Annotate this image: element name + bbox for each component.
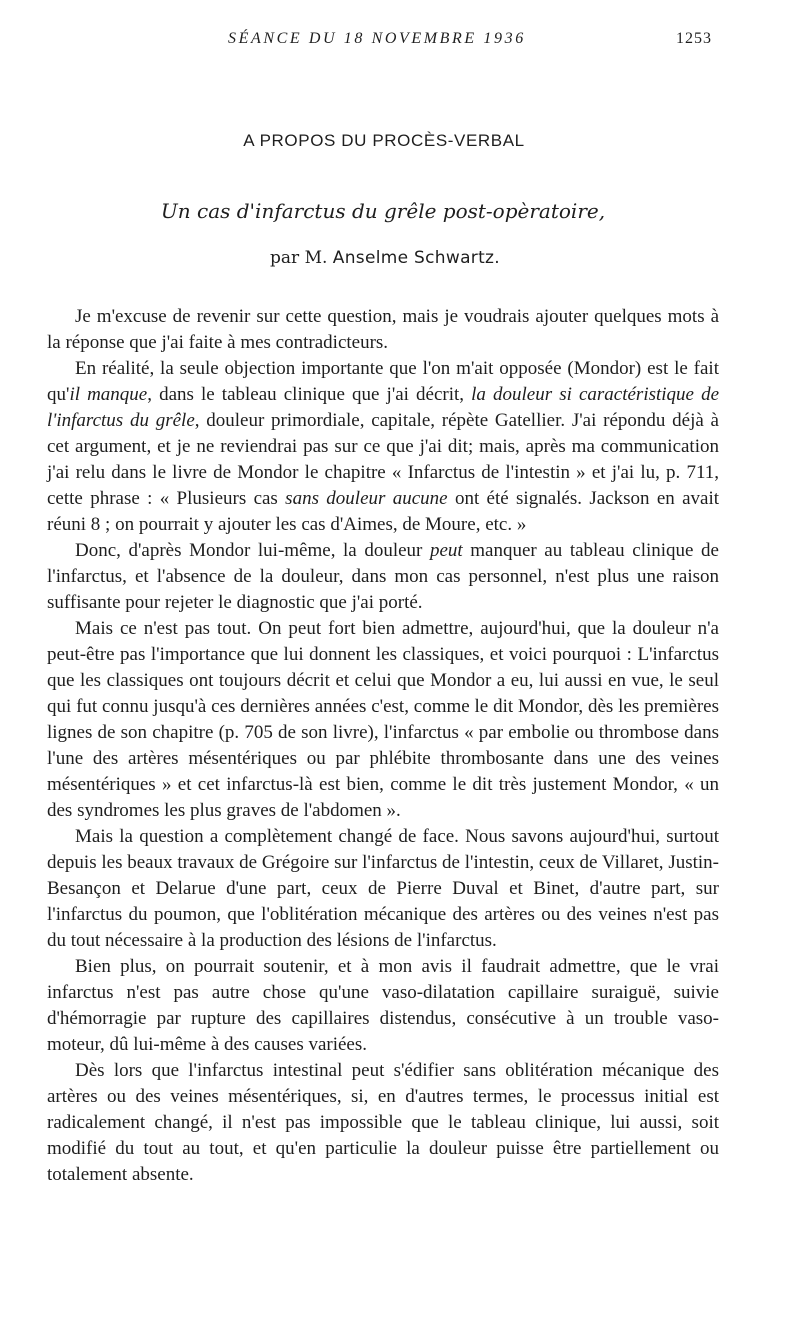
text-run: Mais ce n'est pas tout. On peut fort bien admettre, aujourd'hui, que la douleur n'a peut-être pas l'importance que lui donnent les classiques, et voici pourquoi : L'infarctus que les classiques ont toujours décrit et celui que Mondor a eu, lui aussi en vue, le seul qui fut connu jusqu'à ces dernières années c'est, comme le dit Mondor, dès les premières lignes de son chapitre (p. 705 de son livre), l'infarctus « par embolie ou thrombose dans l'une des artères mésentériques ou par phlébite thrombosante dans une des veines mésentériques » et cet infarctus-là est bien, comme le dit très justement Mondor, « un des syndromes les plus graves de l'abdomen ». xyxy=(47,618,719,821)
body-paragraph xyxy=(47,824,719,954)
text-run: En réalité, la seule objection importante que l'on m'ait opposée (Mondor) est le fait qu' xyxy=(47,358,719,405)
body-paragraph xyxy=(47,356,719,538)
text-run: manquer au tableau clinique de l'infarctus, et l'absence de la douleur, dans mon cas personnel, n'est plus une raison suffisante pour rejeter le diagnostic que j'ai porté. xyxy=(47,540,719,613)
running-title: SÉANCE DU 18 NOVEMBRE 1936 xyxy=(228,30,526,47)
running-head xyxy=(0,30,800,54)
body-paragraph xyxy=(47,1058,719,1188)
section-title: A PROPOS DU PROCÈS-VERBAL xyxy=(243,131,525,150)
italic-phrase: sans douleur aucune xyxy=(285,488,448,509)
text-run: Donc, d'après Mondor lui-même, la douleur xyxy=(75,540,430,561)
text-run: ont été signalés. Jackson en avait réuni 8 ; on pourrait y ajouter les cas d'Aimes, de Moure, etc. » xyxy=(47,488,720,535)
page-number: 1253 xyxy=(676,30,712,47)
italic-phrase: il manque xyxy=(69,384,148,405)
byline-prefix: par M. xyxy=(270,248,333,268)
text-run: Bien plus, on pourrait soutenir, et à mon avis il faudrait admettre, que le vrai infarctus n'est pas autre chose qu'une vaso-dilatation capillaire suraiguë, suivie d'hémorragie par rupture des capillaires distendus, consécutive à un trouble vaso-moteur, dû lui-même à des causes variées. xyxy=(47,956,719,1055)
article-title: Un cas d'infarctus du grêle post-opèratoire, xyxy=(160,199,606,223)
text-run: Dès lors que l'infarctus intestinal peut s'édifier sans oblitération mécanique des artères ou des veines mésentériques, si, en d'autres termes, le processus initial est radicalement changé, il n'est pas impossible que le tableau clinique, lui aussi, soit modifié du tout au tout, et qu'en particulie la douleur puisse être partiellement ou totalement absente. xyxy=(47,1060,719,1185)
text-run: , dans le tableau clinique que j'ai décrit, xyxy=(147,384,472,405)
text-run: Mais la question a complètement changé de face. Nous savons aujourd'hui, surtout depuis les beaux travaux de Grégoire sur l'infarctus de l'intestin, ceux de Villaret, Justin-Besançon et Delarue d'une part, ceux de Pierre Duval et Binet, d'autre part, sur l'infarctus du poumon, que l'oblitération mécanique des artères ou des veines n'est pas du tout nécessaire à la production des lésions de l'infarctus. xyxy=(47,826,719,951)
italic-phrase: peut xyxy=(429,540,463,561)
author-name: Anselme Schwartz. xyxy=(332,248,500,268)
body-paragraph xyxy=(47,616,719,824)
article-body xyxy=(47,304,719,1188)
body-paragraph xyxy=(47,954,719,1058)
italic-phrase: la douleur si caractéristique de l'infarctus du grêle xyxy=(47,384,720,431)
byline xyxy=(0,248,770,268)
body-paragraph xyxy=(47,538,719,616)
text-run: Je m'excuse de revenir sur cette question, mais je voudrais ajouter quelques mots à la réponse que j'ai faite à mes contradicteurs. xyxy=(47,306,719,353)
text-run: , douleur primordiale, capitale, répète Gatellier. J'ai répondu déjà à cet argument, et je ne reviendrai pas sur ce que j'ai dit; mais, après ma communication j'ai relu dans le livre de Mondor le chapitre « Infarctus de l'intestin » et j'ai lu, p. 711, cette phrase : « Plusieurs cas xyxy=(47,410,719,509)
body-paragraph xyxy=(47,304,719,356)
